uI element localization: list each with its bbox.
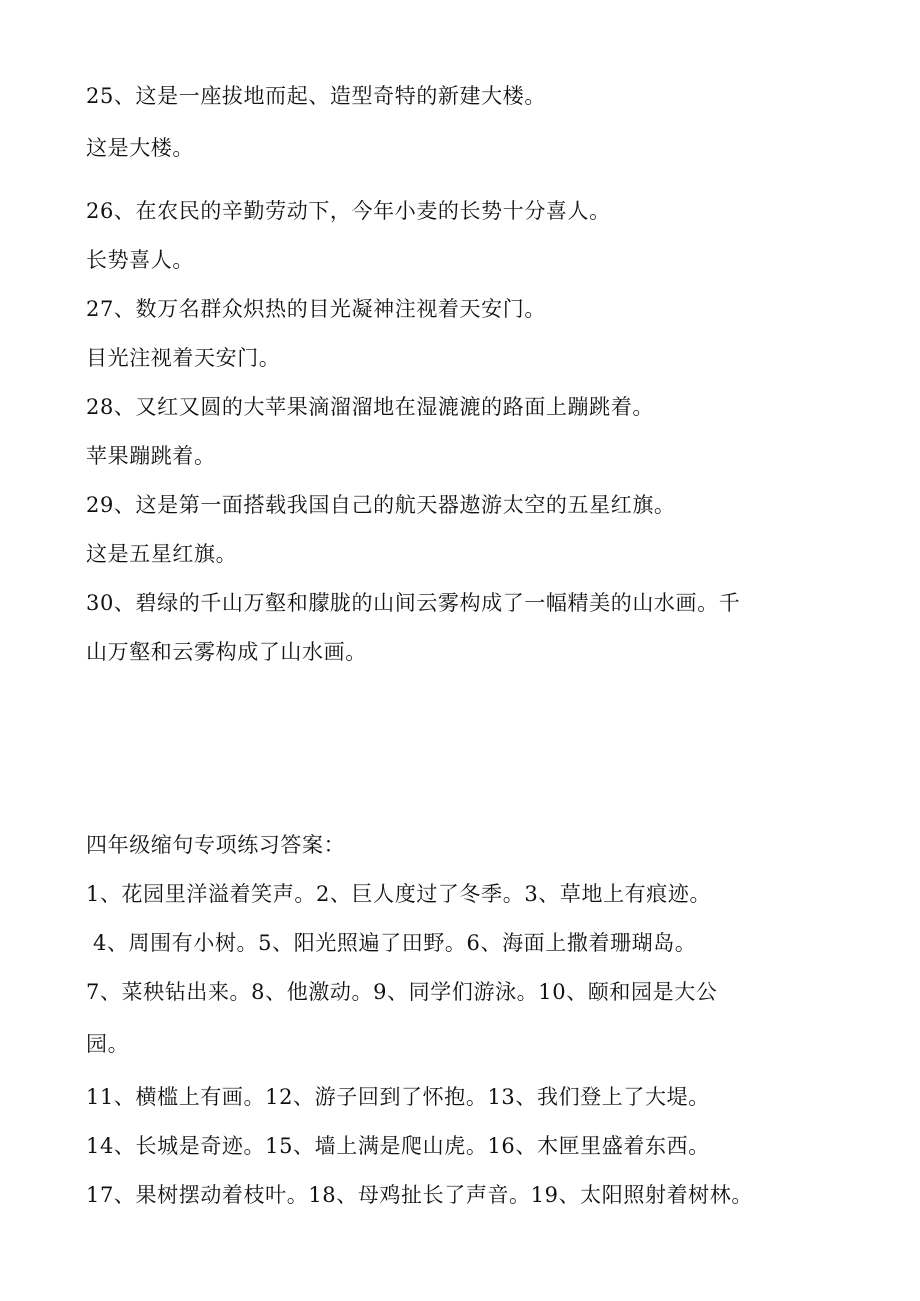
- exercise-30-answer: 山万壑和云雾构成了山水画。: [86, 640, 367, 664]
- exercise-27-answer: 目光注视着天安门。: [86, 346, 281, 370]
- exercise-26-question: 26、在农民的辛勤劳动下，今年小麦的长势十分喜人。: [86, 199, 611, 223]
- answers-line: 7、菜秧钻出来。8、他激动。9、同学们游泳。10、颐和园是大公: [86, 980, 718, 1004]
- exercise-26-answer: 长势喜人。: [86, 248, 194, 272]
- answers-line: 14、长城是奇迹。15、墙上满是爬山虎。16、木匣里盛着东西。: [86, 1134, 710, 1158]
- exercise-28-question: 28、又红又圆的大苹果滴溜溜地在湿漉漉的路面上蹦跳着。: [86, 395, 654, 419]
- exercise-25-question: 25、这是一座拔地而起、造型奇特的新建大楼。: [86, 84, 546, 108]
- exercise-27-question: 27、数万名群众炽热的目光凝神注视着天安门。: [86, 297, 546, 321]
- answers-line: 11、横槛上有画。12、游子回到了怀抱。13、我们登上了大堤。: [86, 1085, 710, 1109]
- answers-line: 17、果树摆动着枝叶。18、母鸡扯长了声音。19、太阳照射着树林。: [86, 1183, 753, 1207]
- answers-line: 1、花园里洋溢着笑声。2、巨人度过了冬季。3、草地上有痕迹。: [86, 882, 712, 906]
- exercise-28-answer: 苹果蹦跳着。: [86, 444, 216, 468]
- exercise-29-question: 29、这是第一面搭载我国自己的航天器遨游太空的五星红旗。: [86, 493, 676, 517]
- exercise-29-answer: 这是五星红旗。: [86, 542, 238, 566]
- exercise-30-question: 30、碧绿的千山万壑和朦胧的山间云雾构成了一幅精美的山水画。千: [86, 591, 741, 615]
- exercise-25-answer: 这是大楼。: [86, 136, 194, 160]
- answers-line: 4、周围有小树。5、阳光照遍了田野。6、海面上撒着珊瑚岛。: [93, 931, 697, 955]
- answers-title: 四年级缩句专项练习答案：: [86, 833, 346, 857]
- answers-line: 园。: [86, 1032, 130, 1056]
